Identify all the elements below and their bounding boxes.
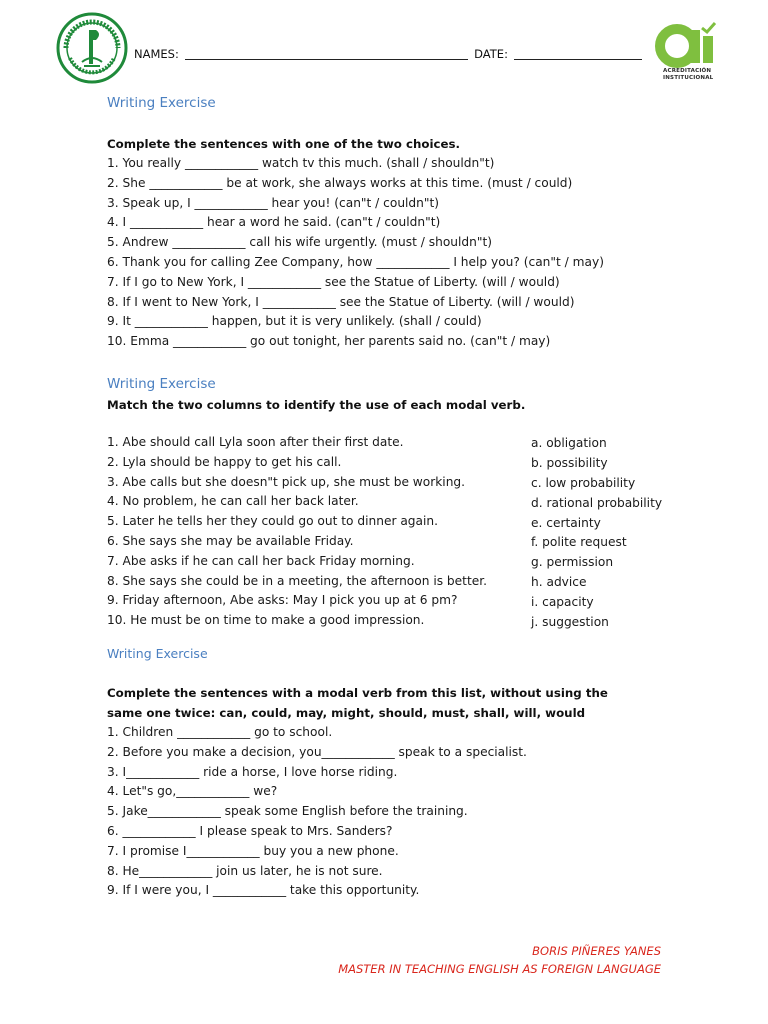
list-item: i. capacity	[531, 595, 594, 610]
logo-caption	[663, 68, 713, 81]
list-item: 6. ____________ I please speak to Mrs. Sanders?	[107, 823, 393, 838]
section-1-instruction: Complete the sentences with one of the two choices.	[107, 137, 460, 151]
list-item: 9. If I were you, I ____________ take this opportunity.	[107, 883, 420, 898]
section-2-instruction: Match the two columns to identify the use of each modal verb.	[107, 398, 526, 412]
footer-degree: MASTER IN TEACHING ENGLISH AS FOREIGN LANGUAGE	[338, 962, 661, 976]
logo-caption-line-2: INSTITUCIONAL	[663, 74, 714, 81]
list-item: 2. Before you make a decision, you____________ speak to a specialist.	[107, 744, 527, 759]
section-3-instruction-line-2: same one twice: can, could, may, might, should, must, shall, will, would	[107, 706, 586, 720]
names-label: NAMES:	[134, 47, 179, 61]
list-item: 3. Abe calls but she doesn"t pick up, she must be working.	[107, 474, 466, 489]
list-item: 4. Let"s go,____________ we?	[107, 784, 278, 799]
list-item: d. rational probability	[531, 495, 663, 510]
list-item: a. obligation	[531, 436, 607, 450]
footer-author: BORIS PIÑERES YANES	[532, 944, 661, 958]
section-2-title: Writing Exercise	[107, 376, 216, 392]
list-item: j. suggestion	[531, 615, 609, 630]
list-item: 5. Andrew ____________ call his wife urgently. (must / shouldn"t)	[107, 235, 492, 250]
names-date-line	[134, 47, 642, 61]
list-item: 2. She ____________ be at work, she always works at this time. (must / could)	[107, 175, 573, 190]
list-item: 6. She says she may be available Friday.	[107, 533, 354, 548]
list-item: 5. Jake____________ speak some English before the training.	[107, 804, 468, 819]
list-item: 1. You really ____________ watch tv this much. (shall / shouldn"t)	[107, 156, 495, 170]
section-2-left-column	[107, 433, 487, 631]
section-2-right-column	[531, 434, 662, 633]
logo-caption-line-1: ACREDITACIÓN	[663, 68, 712, 74]
list-item: 2. Lyla should be happy to get his call.	[107, 454, 342, 469]
list-item: e. certainty	[531, 515, 601, 530]
list-item: 8. He____________ join us later, he is not sure.	[107, 863, 383, 878]
list-item: 5. Later he tells her they could go out to dinner again.	[107, 514, 438, 529]
list-item: 9. Friday afternoon, Abe asks: May I pick you up at 6 pm?	[107, 593, 458, 608]
list-item: 7. Abe asks if he can call her back Friday morning.	[107, 553, 415, 568]
list-item: 10. He must be on time to make a good impression.	[107, 613, 425, 628]
list-item: 7. I promise I____________ buy you a new phone.	[107, 843, 399, 858]
date-blank[interactable]	[514, 47, 642, 60]
list-item: 7. If I go to New York, I ____________ see the Statue of Liberty. (will / would)	[107, 274, 560, 289]
list-item: b. possibility	[531, 455, 608, 470]
section-3-title: Writing Exercise	[107, 646, 208, 661]
section-1-title: Writing Exercise	[107, 95, 216, 111]
list-item: 3. I____________ ride a horse, I love horse riding.	[107, 764, 398, 779]
university-seal-logo	[56, 12, 128, 84]
section-3-instruction-line-1: Complete the sentences with a modal verb from this list, without using the	[107, 686, 608, 700]
list-item: 1. Abe should call Lyla soon after their first date.	[107, 435, 404, 449]
section-3-list	[107, 723, 527, 901]
list-item: c. low probability	[531, 475, 636, 490]
list-item: 9. It ____________ happen, but it is very unlikely. (shall / could)	[107, 314, 482, 329]
list-item: 8. If I went to New York, I ____________ see the Statue of Liberty. (will / would)	[107, 294, 575, 309]
list-item: 1. Children ____________ go to school.	[107, 725, 333, 739]
names-blank[interactable]	[185, 47, 468, 60]
section-1-list	[107, 154, 604, 352]
date-label: DATE:	[474, 47, 508, 61]
list-item: 4. No problem, he can call her back later.	[107, 494, 359, 509]
list-item: g. permission	[531, 555, 614, 570]
list-item: 3. Speak up, I ____________ hear you! (can"t / couldn"t)	[107, 195, 440, 210]
list-item: 6. Thank you for calling Zee Company, how ____________ I help you? (can"t / may)	[107, 254, 604, 269]
list-item: 8. She says she could be in a meeting, the afternoon is better.	[107, 573, 487, 588]
list-item: 10. Emma ____________ go out tonight, her parents said no. (can"t / may)	[107, 334, 551, 349]
list-item: h. advice	[531, 575, 587, 590]
list-item: f. polite request	[531, 535, 627, 550]
list-item: 4. I ____________ hear a word he said. (can"t / couldn"t)	[107, 215, 441, 230]
